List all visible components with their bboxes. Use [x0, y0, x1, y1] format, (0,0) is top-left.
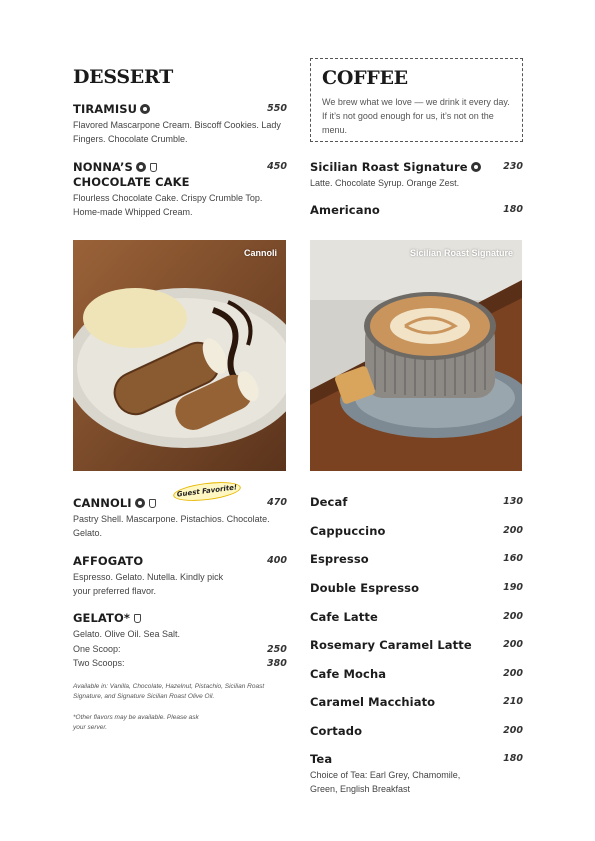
item-name-line2: CHOCOLATE CAKE — [73, 175, 190, 189]
menu-item-cafe-latte — [310, 610, 523, 625]
item-price: 200 — [503, 525, 523, 536]
item-description: Espresso. Gelato. Nutella. Kindly pick your preferred flavor. — [73, 572, 224, 596]
item-name: Americano — [310, 203, 380, 217]
menu-item-caramel-macchiato — [310, 695, 523, 710]
vegetarian-icon — [471, 162, 481, 172]
dessert-heading: DESSERT — [73, 66, 173, 88]
item-name: GELATO* — [73, 611, 130, 625]
gelato-flavors-note: Available in: Vanilla, Chocolate, Hazelnut, Pistachio, Sicilian Roast Signature, and Signature Sicilian Roast Olive Oil. — [73, 683, 265, 700]
item-name: AFFOGATO — [73, 554, 144, 568]
item-name: Sicilian Roast Signature — [310, 160, 468, 174]
gelato-option-one-scoop: One Scoop: — [73, 644, 121, 654]
menu-item-cortado — [310, 724, 523, 739]
guest-favorite-badge: Guest Favorite! — [172, 479, 242, 504]
item-price: 160 — [503, 553, 523, 564]
vegetarian-icon — [135, 498, 145, 508]
item-price: 190 — [503, 582, 523, 593]
item-price: 200 — [503, 639, 523, 650]
item-price: 210 — [503, 696, 523, 707]
sicilian-roast-photo — [310, 240, 522, 471]
item-name: Rosemary Caramel Latte — [310, 638, 472, 652]
menu-item-chocolate-cake — [73, 160, 287, 219]
menu-item-cafe-mocha — [310, 667, 523, 682]
cannoli-illustration — [73, 240, 286, 471]
cannoli-photo — [73, 240, 286, 471]
item-name: Decaf — [310, 495, 348, 509]
item-name: Cafe Latte — [310, 610, 378, 624]
item-price: 550 — [267, 103, 287, 114]
gelato-option-two-scoops-price: 380 — [267, 658, 287, 669]
coffee-header-box — [310, 58, 523, 142]
coffee-intro-text: We brew what we love — we drink it every day. If it’s not good enough for us, it’s not on the menu. — [322, 97, 510, 135]
item-price: 230 — [503, 161, 523, 172]
coffee-cup-illustration — [310, 240, 522, 471]
item-name: Caramel Macchiato — [310, 695, 436, 709]
gelato-option-one-scoop-price: 250 — [267, 644, 287, 655]
menu-item-double-espresso — [310, 581, 523, 596]
menu-item-decaf — [310, 495, 523, 510]
item-price: 200 — [503, 611, 523, 622]
menu-item-rosemary-caramel-latte — [310, 638, 523, 653]
item-description: Pastry Shell. Mascarpone. Pistachios. Chocolate. Gelato. — [73, 514, 270, 538]
photo-label: Sicilian Roast Signature — [409, 248, 513, 258]
menu-item-gelato — [73, 611, 287, 641]
menu-item-cannoli — [73, 496, 287, 540]
item-price: 470 — [267, 497, 287, 508]
menu-item-espresso — [310, 552, 523, 567]
item-name: Cortado — [310, 724, 363, 738]
item-name: Cafe Mocha — [310, 667, 387, 681]
item-name: TIRAMISU — [73, 102, 138, 116]
menu-item-americano — [310, 203, 523, 218]
coffee-heading: COFFEE — [322, 67, 408, 89]
menu-item-tea — [310, 752, 523, 796]
item-description: Latte. Chocolate Syrup. Orange Zest. — [310, 178, 460, 188]
menu-item-sicilian-roast — [310, 160, 523, 190]
item-name: Double Espresso — [310, 581, 420, 595]
menu-item-cappuccino — [310, 524, 523, 539]
item-name: CANNOLI — [73, 496, 132, 510]
item-name: NONNA’S — [73, 160, 133, 174]
photo-label: Cannoli — [244, 248, 277, 258]
item-description: Flavored Mascarpone Cream. Biscoff Cookies. Lady Fingers. Chocolate Crumble. — [73, 120, 281, 144]
item-price: 450 — [267, 161, 287, 172]
cup-icon — [150, 163, 157, 172]
item-name: Espresso — [310, 552, 369, 566]
item-description: Choice of Tea: Earl Grey, Chamomile, Green, English Breakfast — [310, 770, 461, 794]
vegetarian-icon — [136, 162, 146, 172]
gelato-other-flavors-note: *Other flavors may be available. Please ask your server. — [73, 714, 199, 731]
item-price: 200 — [503, 668, 523, 679]
item-name: Cappuccino — [310, 524, 386, 538]
vegetarian-icon — [140, 104, 150, 114]
cup-icon — [134, 614, 141, 623]
item-price: 200 — [503, 725, 523, 736]
item-description: Gelato. Olive Oil. Sea Salt. — [73, 629, 181, 639]
menu-item-affogato — [73, 554, 287, 598]
item-price: 180 — [503, 753, 523, 764]
item-price: 400 — [267, 555, 287, 566]
item-price: 180 — [503, 204, 523, 215]
cup-icon — [149, 499, 156, 508]
item-description: Flourless Chocolate Cake. Crispy Crumble Top. Home-made Whipped Cream. — [73, 193, 263, 217]
item-price: 130 — [503, 496, 523, 507]
item-name: Tea — [310, 752, 333, 766]
gelato-option-two-scoops: Two Scoops: — [73, 658, 125, 668]
menu-item-tiramisu — [73, 102, 287, 146]
